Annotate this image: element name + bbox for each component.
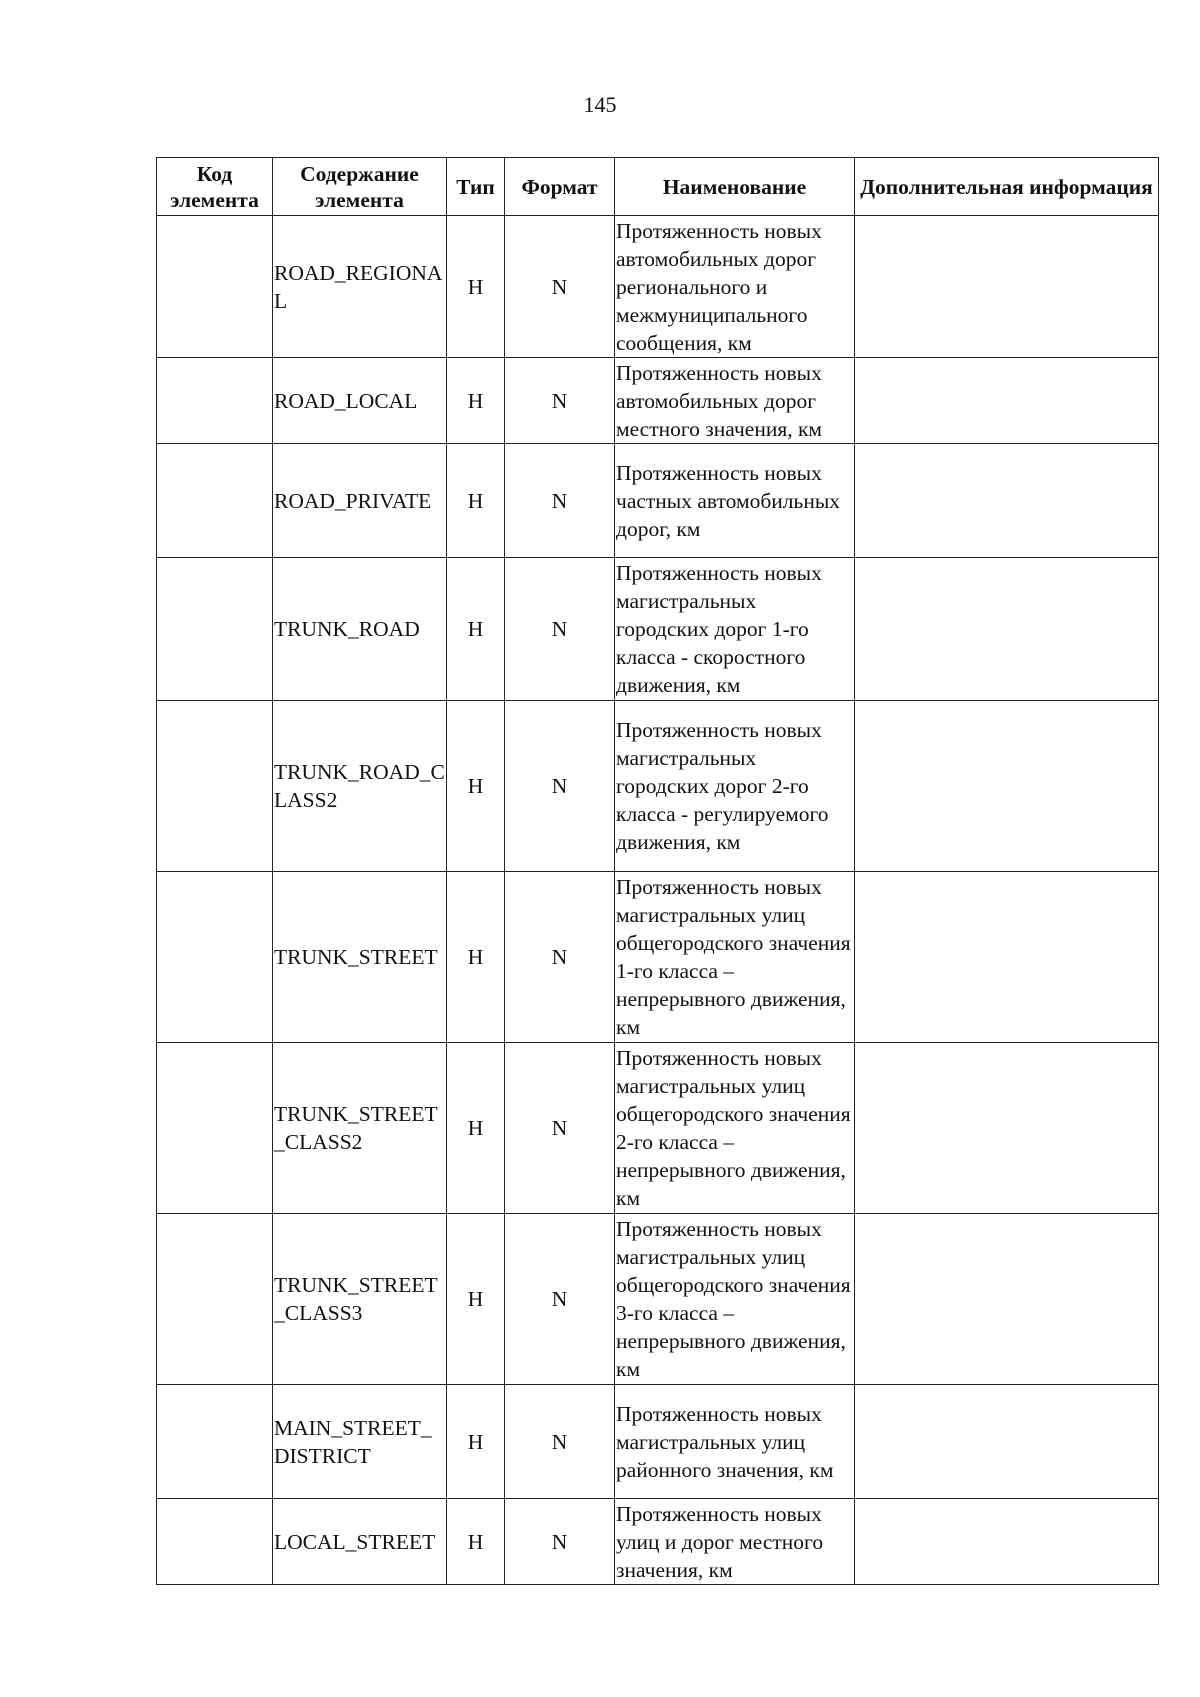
cell-code [157, 216, 273, 358]
cell-name: Протяженность новых автомобильных дорог регионального и межмуниципального сообщения, км [615, 216, 855, 358]
cell-info [855, 558, 1159, 701]
cell-type: Н [447, 216, 505, 358]
cell-code [157, 1499, 273, 1585]
cell-format: N [505, 1043, 615, 1214]
cell-format: N [505, 701, 615, 872]
cell-info [855, 872, 1159, 1043]
cell-format: N [505, 216, 615, 358]
cell-format: N [505, 1385, 615, 1499]
cell-info [855, 701, 1159, 872]
cell-info [855, 1043, 1159, 1214]
cell-name: Протяженность новых автомобильных дорог местного значения, км [615, 358, 855, 444]
cell-content: TRUNK_STREET_CLASS3 [273, 1214, 447, 1385]
cell-info [855, 1385, 1159, 1499]
cell-type: Н [447, 1385, 505, 1499]
cell-format: N [505, 444, 615, 558]
table-row [157, 1043, 1159, 1214]
header-content: Содержание элемента [273, 158, 447, 216]
cell-name: Протяженность новых магистральных городских дорог 1-го класса - скоростного движения, км [615, 558, 855, 701]
table-row [157, 701, 1159, 872]
table-header-row [157, 158, 1159, 216]
cell-type: Н [447, 1214, 505, 1385]
cell-content: ROAD_REGIONAL [273, 216, 447, 358]
header-format: Формат [505, 158, 615, 216]
cell-content: ROAD_LOCAL [273, 358, 447, 444]
cell-info [855, 358, 1159, 444]
cell-format: N [505, 358, 615, 444]
cell-content: TRUNK_ROAD_CLASS2 [273, 701, 447, 872]
cell-code [157, 358, 273, 444]
table-row [157, 358, 1159, 444]
cell-format: N [505, 1499, 615, 1585]
cell-info [855, 216, 1159, 358]
cell-code [157, 1385, 273, 1499]
cell-content: TRUNK_STREET_CLASS2 [273, 1043, 447, 1214]
table-row [157, 1385, 1159, 1499]
cell-type: Н [447, 701, 505, 872]
cell-code [157, 701, 273, 872]
cell-code [157, 872, 273, 1043]
cell-name: Протяженность новых магистральных улиц районного значения, км [615, 1385, 855, 1499]
table-row [157, 872, 1159, 1043]
header-info: Дополнительная информация [855, 158, 1159, 216]
header-type: Тип [447, 158, 505, 216]
table-row [157, 1214, 1159, 1385]
cell-info [855, 1499, 1159, 1585]
cell-name: Протяженность новых магистральных улиц общегородского значения 1-го класса – непрерывного движения, км [615, 872, 855, 1043]
cell-content: TRUNK_ROAD [273, 558, 447, 701]
cell-format: N [505, 872, 615, 1043]
cell-name: Протяженность новых улиц и дорог местного значения, км [615, 1499, 855, 1585]
data-elements-table [156, 157, 1159, 1585]
cell-name: Протяженность новых магистральных улиц общегородского значения 3-го класса – непрерывного движения, км [615, 1214, 855, 1385]
cell-code [157, 558, 273, 701]
cell-type: Н [447, 358, 505, 444]
cell-type: Н [447, 872, 505, 1043]
cell-info [855, 1214, 1159, 1385]
cell-name: Протяженность новых магистральных городских дорог 2-го класса - регулируемого движения, км [615, 701, 855, 872]
page-number: 145 [583, 92, 617, 117]
cell-content: LOCAL_STREET [273, 1499, 447, 1585]
header-name: Наименование [615, 158, 855, 216]
cell-code [157, 1214, 273, 1385]
cell-type: Н [447, 444, 505, 558]
table-row [157, 1499, 1159, 1585]
cell-name: Протяженность новых магистральных улиц общегородского значения 2-го класса – непрерывного движения, км [615, 1043, 855, 1214]
cell-content: MAIN_STREET_DISTRICT [273, 1385, 447, 1499]
table-row [157, 558, 1159, 701]
header-code: Код элемента [157, 158, 273, 216]
cell-content: TRUNK_STREET [273, 872, 447, 1043]
table-row [157, 216, 1159, 358]
cell-code [157, 1043, 273, 1214]
cell-format: N [505, 558, 615, 701]
cell-name: Протяженность новых частных автомобильных дорог, км [615, 444, 855, 558]
table-row [157, 444, 1159, 558]
cell-type: Н [447, 1499, 505, 1585]
cell-type: Н [447, 1043, 505, 1214]
cell-content: ROAD_PRIVATE [273, 444, 447, 558]
cell-format: N [505, 1214, 615, 1385]
cell-type: Н [447, 558, 505, 701]
cell-code [157, 444, 273, 558]
cell-info [855, 444, 1159, 558]
